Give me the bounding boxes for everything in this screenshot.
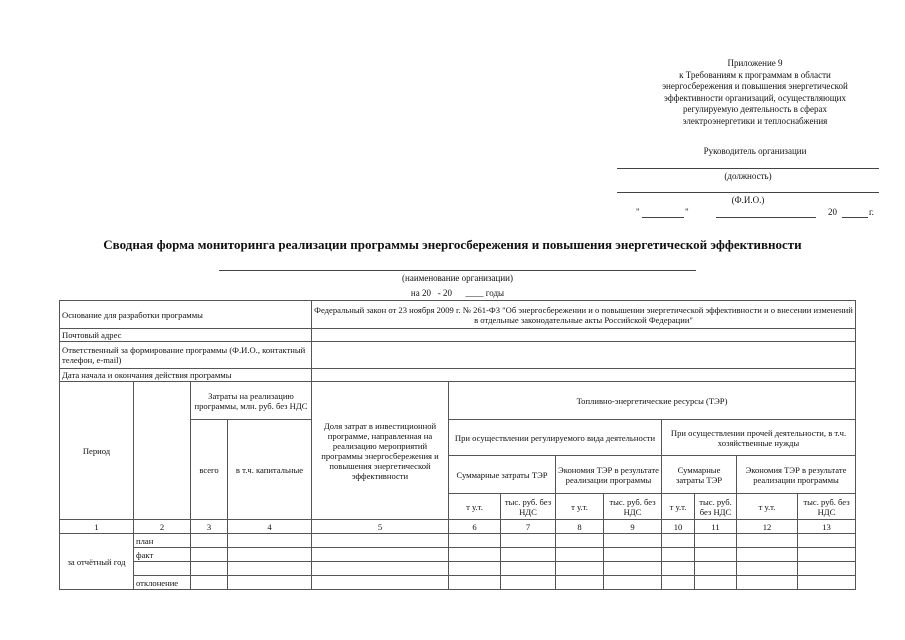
header-economy: Экономия ТЭР в результате реализации программы [737, 456, 856, 494]
data-cell [228, 534, 312, 548]
data-cell [556, 576, 604, 590]
date-quote-open: " [636, 207, 640, 217]
column-number: 2 [134, 520, 191, 534]
date-year: 20 [828, 207, 837, 217]
data-cell [228, 576, 312, 590]
header-tut: т у.т. [449, 494, 501, 520]
data-cell [604, 534, 662, 548]
header-thrub: тыс. руб. без НДС [501, 494, 556, 520]
monitoring-table [59, 300, 856, 590]
data-cell [449, 562, 501, 576]
data-cell [449, 548, 501, 562]
data-cell [312, 548, 449, 562]
data-cell [312, 576, 449, 590]
header-sum-costs: Суммарные затраты ТЭР [662, 456, 737, 494]
info-row [60, 301, 856, 329]
header-ter: Топливно-энергетические ресурсы (ТЭР) [449, 382, 856, 420]
data-cell [737, 548, 798, 562]
data-cell [662, 562, 695, 576]
header-blank [134, 382, 191, 520]
data-cell [191, 548, 228, 562]
table-row [60, 548, 856, 562]
appendix-line: энергосбережения и повышения энергетической [662, 81, 848, 92]
table-row [60, 562, 856, 576]
column-number: 1 [60, 520, 134, 534]
column-number: 7 [501, 520, 556, 534]
data-cell [501, 576, 556, 590]
header-other: При осуществлении прочей деятельности, в т.ч. хозяйственные нужды [662, 420, 856, 456]
info-label: Почтовый адрес [60, 329, 312, 342]
fio-label: (Ф.И.О.) [731, 195, 765, 205]
data-cell [191, 534, 228, 548]
data-cell [449, 576, 501, 590]
head-label: Руководитель организации [703, 146, 807, 156]
column-number: 3 [191, 520, 228, 534]
data-cell [798, 562, 856, 576]
date-month-line [716, 217, 816, 218]
header-row [60, 382, 856, 420]
org-name-label: (наименование организации) [402, 273, 513, 283]
column-number: 12 [737, 520, 798, 534]
date-day-line [642, 217, 684, 218]
appendix-line: Приложение 9 [727, 58, 783, 68]
header-total: всего [191, 420, 228, 520]
date-year-line [842, 217, 868, 218]
data-cell [695, 534, 737, 548]
info-value [312, 342, 856, 369]
data-cell [798, 548, 856, 562]
header-tut: т у.т. [556, 494, 604, 520]
row-type-cell [134, 562, 191, 576]
org-name-line [219, 270, 696, 271]
info-label: Ответственный за формирование программы (Ф.И.О., контактный телефон, e-mail) [60, 342, 312, 369]
info-value [312, 369, 856, 382]
header-sum-costs: Суммарные затраты ТЭР [449, 456, 556, 494]
report-period-cell: за отчётный год [60, 534, 134, 590]
column-number: 9 [604, 520, 662, 534]
info-label: Основание для разработки программы [60, 301, 312, 329]
header-tut: т у.т. [737, 494, 798, 520]
data-cell [798, 534, 856, 548]
data-cell [662, 534, 695, 548]
info-value [312, 329, 856, 342]
data-cell [228, 562, 312, 576]
date-quote-close: " [685, 207, 689, 217]
data-cell [501, 548, 556, 562]
header-share: Доля затрат в инвестиционной программе, направленная на реализацию мероприятий программы энергосбережения и повышения энергетической эффективности [312, 382, 449, 520]
data-cell [228, 548, 312, 562]
column-number: 8 [556, 520, 604, 534]
head-line [617, 168, 879, 169]
column-number: 4 [228, 520, 312, 534]
info-row [60, 369, 856, 382]
data-cell [737, 562, 798, 576]
header-regulated: При осуществлении регулируемого вида деятельности [449, 420, 662, 456]
data-cell [604, 548, 662, 562]
header-economy: Экономия ТЭР в результате реализации программы [556, 456, 662, 494]
data-cell [737, 534, 798, 548]
data-cell [695, 548, 737, 562]
data-cell [737, 576, 798, 590]
appendix-line: к Требованиям к программам в области [679, 69, 831, 80]
header-costs: Затраты на реализацию программы, млн. руб. без НДС [191, 382, 312, 420]
data-cell [501, 562, 556, 576]
date-suffix: г. [869, 207, 874, 217]
info-value: Федеральный закон от 23 ноября 2009 г. № 261-ФЗ "Об энергосбережении и о повышении энергетической эффективности и о внесении изменений в отдельные законодательные акты Российской Федерации" [312, 301, 856, 329]
data-cell [695, 562, 737, 576]
header-capital: в т.ч. капитальные [228, 420, 312, 520]
info-label: Дата начала и окончания действия программы [60, 369, 312, 382]
info-row [60, 329, 856, 342]
header-period: Период [60, 382, 134, 520]
appendix-line: электроэнергетики и теплоснабжения [682, 115, 828, 126]
data-cell [604, 576, 662, 590]
appendix-line: регулируемую деятельность в сферах [682, 104, 827, 115]
header-thrub: тыс. руб. без НДС [604, 494, 662, 520]
row-type-cell: отклонение [134, 576, 191, 590]
data-cell [191, 562, 228, 576]
position-label: (должность) [724, 171, 772, 181]
row-type-cell: факт [134, 548, 191, 562]
data-cell [695, 576, 737, 590]
data-cell [604, 562, 662, 576]
data-cell [556, 562, 604, 576]
data-cell [312, 534, 449, 548]
column-number: 5 [312, 520, 449, 534]
data-cell [798, 576, 856, 590]
data-cell [312, 562, 449, 576]
column-numbers-row [60, 520, 856, 534]
position-line [617, 192, 879, 193]
data-cell [662, 548, 695, 562]
appendix-line: эффективности организаций, осуществляющих [664, 92, 846, 103]
header-tut: т у.т. [662, 494, 695, 520]
column-number: 10 [662, 520, 695, 534]
header-thrub: тыс. руб. без НДС [695, 494, 737, 520]
data-cell [662, 576, 695, 590]
table-row [60, 576, 856, 590]
data-cell [191, 576, 228, 590]
row-type-cell: план [134, 534, 191, 548]
info-row [60, 342, 856, 369]
data-cell [556, 534, 604, 548]
column-number: 11 [695, 520, 737, 534]
data-cell [556, 548, 604, 562]
form-title: Сводная форма мониторинга реализации программы энергосбережения и повышения энергетической эффективности [103, 237, 802, 252]
header-thrub: тыс. руб. без НДС [798, 494, 856, 520]
data-cell [501, 534, 556, 548]
column-number: 6 [449, 520, 501, 534]
period-text: на 20 - 20 ____ годы [410, 288, 505, 298]
column-number: 13 [798, 520, 856, 534]
table-row [60, 534, 856, 548]
data-cell [449, 534, 501, 548]
appendix-block [610, 58, 900, 128]
